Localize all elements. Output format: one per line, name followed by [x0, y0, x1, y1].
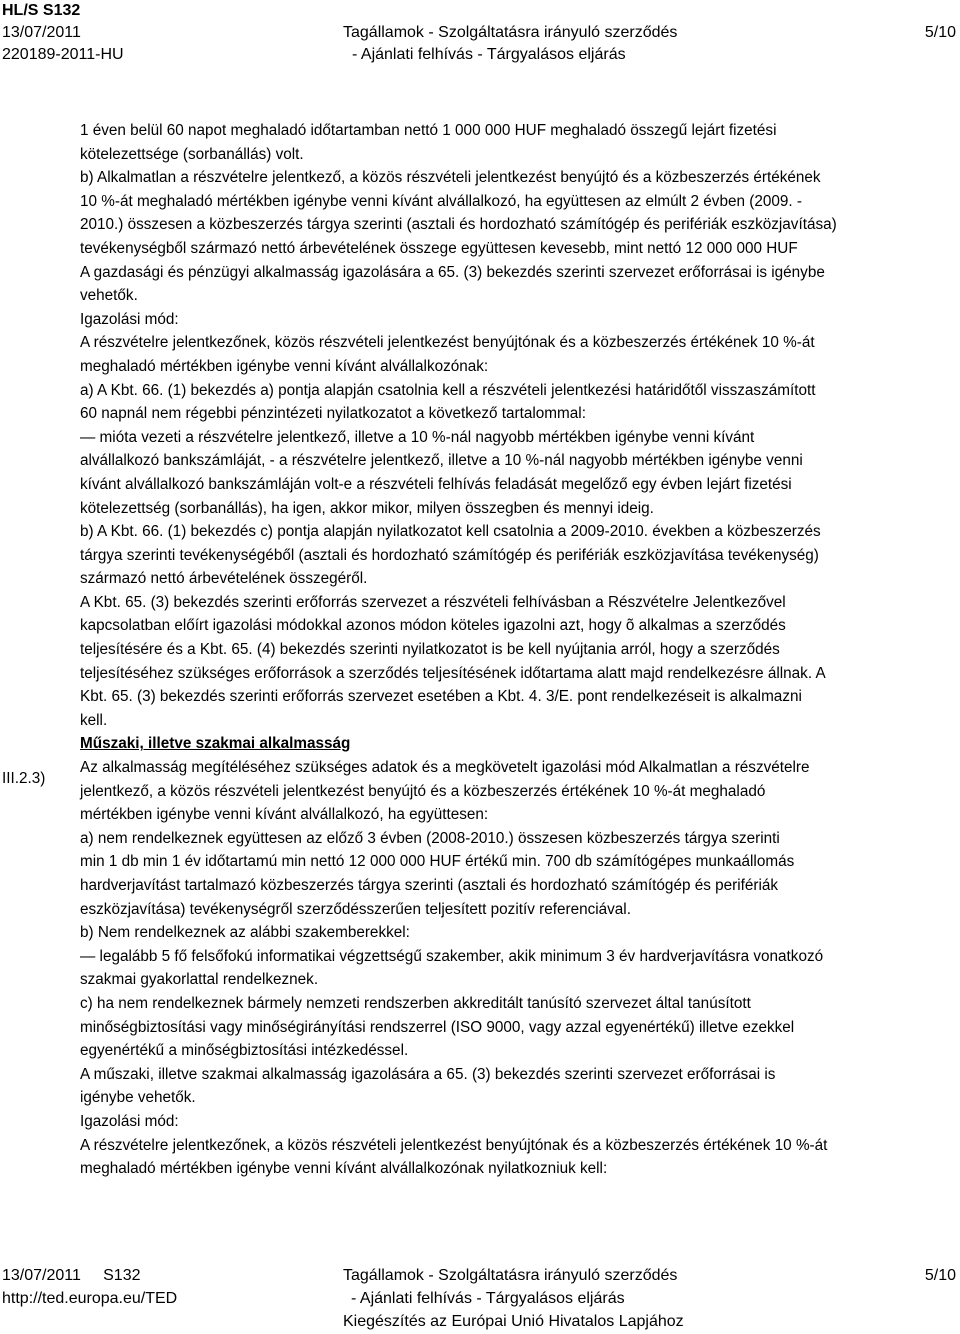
text-line: jelentkező, a közös részvételi jelentkezést benyújtó és a közbeszerzés értékének 10 %-át meghaladó [80, 782, 766, 800]
body-paragraph-2 [80, 756, 954, 1181]
text-line: Igazolási mód: [80, 1112, 179, 1130]
text-line: alvállalkozó bankszámláját, - a részvételre jelentkező, illetve a 10 %-nál nagyobb mértékben igénybe venni [80, 452, 803, 470]
text-line: min 1 db min 1 év időtartamú min nettó 12 000 000 HUF értékű min. 700 db számítógépes munkaállomás [80, 853, 795, 871]
text-line: minőségbiztosítási vagy minőségirányítási rendszerrel (ISO 9000, vagy azzal egyenértékű) illetve ezekkel [80, 1018, 795, 1036]
text-line: Az alkalmasság megítéléséhez szükséges adatok és a megkövetelt igazolási mód Alkalmatlan a részvételre [80, 759, 810, 777]
text-line: származó nettó árbevételének összegéről. [80, 570, 368, 588]
text-line: Kbt. 65. (3) bekezdés szerinti erőforrás szervezet esetében a Kbt. 4. 3/E. pont rendelkezéseit is alkalmazni [80, 688, 802, 706]
footer-date-code: 13/07/2011 S132 [2, 1267, 141, 1284]
header-title-2: - Ajánlati felhívás - Tárgyalásos eljárás [352, 46, 626, 63]
header-series: HL/S S132 [2, 2, 81, 19]
text-line: kell. [80, 711, 108, 729]
footer-left [2, 1264, 177, 1310]
section-number: III.2.3) [2, 770, 46, 787]
text-line: egyenértékű a minőségbiztosítási intézkedéssel. [80, 1042, 409, 1060]
text-line: — mióta vezeti a részvételre jelentkező, illetve a 10 %-nál nagyobb mértékben igénybe venni kívánt [80, 428, 755, 446]
header-page-number: 5/10 [924, 24, 956, 41]
text-line: igénybe vehetők. [80, 1089, 196, 1107]
text-line: c) ha nem rendelkeznek bármely nemzeti rendszerben akkreditált tanúsító szervezet által tanúsított [80, 994, 751, 1012]
footer-center [343, 1264, 783, 1333]
text-line: 1 éven belül 60 napot meghaladó időtartamban nettó 1 000 000 HUF meghaladó összegű lejárt fizetési [80, 122, 777, 139]
text-line: kapcsolatban előírt igazolási módokkal azonos módon köteles igazolni azt, hogy õ alkalmas a szerződés [80, 617, 786, 635]
header-title-1: Tagállamok - Szolgáltatásra irányuló szerződés [343, 24, 678, 41]
header-date: 13/07/2011 [2, 24, 81, 41]
text-line: kívánt alvállalkozó bankszámláján volt-e a részvételi felhívás feladását megelőző egy évben lejárt fizetési [80, 475, 792, 493]
text-line: mértékben igénybe venni kívánt alvállalkozó, ha együttesen: [80, 806, 489, 824]
text-line: a) nem rendelkeznek együttesen az előző 3 évben (2008-2010.) összesen közbeszerzés tárgya szerinti [80, 829, 780, 847]
text-line: 10 %-át meghaladó mértékben igénybe venni kívánt alvállalkozó, ha együttesen az elmúlt 2 évben (2009. - [80, 192, 802, 210]
text-line: a) A Kbt. 66. (1) bekezdés a) pontja alapján csatolnia kell a részvételi jelentkezési határidőtől visszaszámított [80, 381, 816, 399]
text-line: A részvételre jelentkezőnek, közös részvételi jelentkezést benyújtónak és a közbeszerzés értékének 10 %-át [80, 334, 815, 352]
text-line: meghaladó mértékben igénybe venni kívánt alvállalkozónak nyilatkozniuk kell: [80, 1160, 608, 1178]
text-line: A részvételre jelentkezőnek, a közös részvételi jelentkezést benyújtónak és a közbeszerzés értékének 10 %-át [80, 1136, 828, 1154]
header-center [343, 22, 763, 66]
text-line: tevékenységből származó nettó árbevételének összege együttesen kevesebb, mint nettó 12 000 000 HUF [80, 239, 798, 257]
page-header [0, 0, 960, 72]
text-line: kötelezettség (sorbanállás), ha igen, akkor mikor, milyen összegben és mennyi ideig. [80, 499, 654, 517]
text-line: teljesítésére és a Kbt. 65. (4) bekezdés szerinti nyilatkozatot is be kell nyújtania arról, hogy a szerződés [80, 641, 780, 659]
footer-title-3: Kiegészítés az Európai Unió Hivatalos Lapjához [343, 1313, 684, 1330]
text-line: b) Nem rendelkeznek az alábbi szakemberekkel: [80, 924, 410, 942]
body-paragraph-1 [80, 119, 954, 732]
text-line: b) A Kbt. 66. (1) bekezdés c) pontja alapján nyilatkozatot kell csatolnia a 2009-2010. években a közbeszerzés [80, 523, 821, 541]
text-line: hardverjavítást tartalmazó közbeszerzés tárgya szerinti (asztali és hordozható számítógép és perifériák [80, 877, 779, 894]
text-line: eszközjavítása) tevékenységről szerződésszerűen teljesített pozitív referenciával. [80, 900, 631, 918]
footer-page-number: 5/10 [924, 1267, 956, 1284]
page-footer [0, 1264, 960, 1334]
footer-title-1: Tagállamok - Szolgáltatásra irányuló szerződés [343, 1267, 678, 1284]
header-left [2, 0, 124, 66]
text-line: vehetők. [80, 287, 138, 305]
text-line: — legalább 5 fő felsőfokú informatikai végzettségű szakember, akik minimum 3 év hardverjavításra vonatkozó [80, 947, 824, 965]
text-line: 60 napnál nem régebbi pénzintézeti nyilatkozatot a következő tartalommal: [80, 405, 586, 423]
text-line: tárgya szerinti tevékenységéből (asztali és hordozható számítógép és perifériák eszközjavítása tevékenység) [80, 546, 819, 564]
text-line: A gazdasági és pénzügyi alkalmasság igazolására a 65. (3) bekezdés szerinti szervezet erőforrásai is igénybe [80, 263, 825, 281]
section-heading: Műszaki, illetve szakmai alkalmasság [80, 735, 351, 753]
header-doc-id: 220189-2011-HU [2, 46, 124, 63]
footer-title-2: - Ajánlati felhívás - Tárgyalásos eljárás [351, 1290, 625, 1307]
text-line: teljesítéséhez szükséges erőforrások a szerződés teljesítésének időtartama alatt majd rendelkezésre állnak. A [80, 664, 826, 682]
footer-url[interactable]: http://ted.europa.eu/TED [2, 1290, 178, 1307]
text-line: A műszaki, illetve szakmai alkalmasság igazolására a 65. (3) bekezdés szerinti szervezet erőforrásai is [80, 1065, 776, 1083]
document-body [80, 119, 954, 1181]
text-line: Igazolási mód: [80, 310, 179, 328]
text-line: 2010.) összesen a közbeszerzés tárgya szerinti (asztali és hordozható számítógép és perifériák eszközjavítása) [80, 216, 837, 234]
text-line: A Kbt. 65. (3) bekezdés szerinti erőforrás szervezet a részvételi felhívásban a Részvételre Jelentkezővel [80, 593, 786, 611]
text-line: szakmai gyakorlattal rendelkeznek. [80, 971, 319, 989]
text-line: b) Alkalmatlan a részvételre jelentkező, a közös részvételi jelentkezést benyújtó és a közbeszerzés értékének [80, 169, 821, 187]
text-line: meghaladó mértékben igénybe venni kívánt alvállalkozónak: [80, 357, 489, 375]
text-line: kötelezettsége (sorbanállás) volt. [80, 145, 304, 163]
